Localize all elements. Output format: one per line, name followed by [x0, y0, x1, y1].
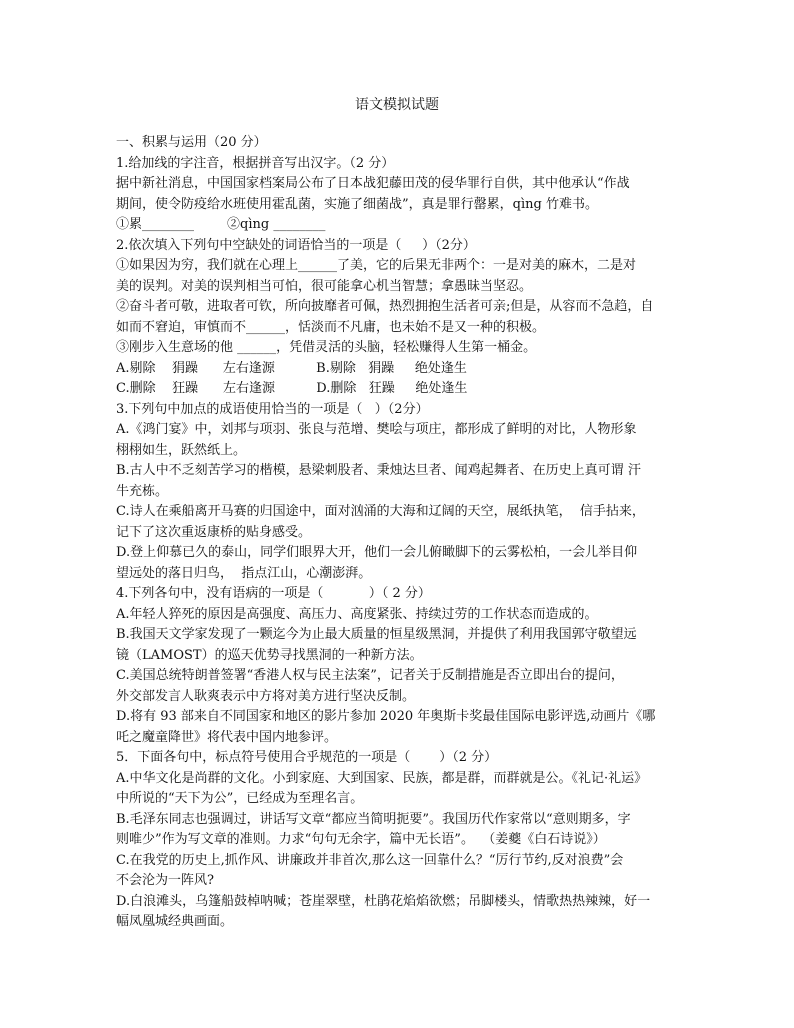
text-line: A.年轻人猝死的原因是高强度、高压力、高度紧张、持续过劳的工作状态而造成的。: [116, 606, 598, 622]
text-line: ③刚步入生意场的他 ______，凭借灵活的头脑，轻松赚得人生第一桶金。: [116, 340, 537, 355]
text-line: 2.依次填入下列句中空缺处的词语恰当的一项是（ ）（2分）: [116, 237, 476, 253]
text-line: C.美国总统特朗普签署“香港人权与民主法案”，记者关于反制措施是否立即出台的提问，: [116, 668, 624, 683]
text-line: 5．下面各句中，标点符号使用合乎规范的一项是（ ）（2 分）: [116, 750, 498, 765]
text-line: 4.下列各句中，没有语病的一项是（ ）（ 2 分）: [116, 586, 431, 601]
text-line: 外交部发言人耿爽表示中方将对美方进行坚决反制。: [116, 688, 416, 704]
text-line: C.删除 狂躁 左右逢源 D.删除 狂躁 绝处逢生: [116, 381, 468, 396]
exam-content: [116, 133, 682, 933]
text-line: ②奋斗者可敬，进取者可钦，所向披靡者可佩，热烈拥抱生活者可亲;但是，从容而不急趋，自: [116, 299, 654, 314]
text-line: 不会沦为一阵风?: [116, 873, 214, 888]
text-line: 一、积累与运用（20 分）: [116, 135, 267, 150]
text-line: 美的误判。对美的误判相当可怕，很可能拿心机当智慧；拿愚昧当坚忍。: [116, 278, 533, 294]
text-line: 期间，使令防疫给水班使用霍乱菌，实施了细菌战”，真是罪行罄累，qìng 竹难书。: [116, 196, 598, 212]
text-line: D.将有 93 部来自不同国家和地区的影片参加 2020 年奥斯卡奖最佳国际电影评选,动画片《哪: [116, 709, 656, 724]
text-line: 望远处的落日归鸟， 指点江山，心潮澎湃。: [116, 565, 372, 581]
text-line: 镜（LAMOST）的巡天优势寻找黑洞的一种新方法。: [116, 647, 423, 663]
text-line: 牛充栋。: [116, 483, 169, 499]
text-line: 记下了这次重返康桥的贴身感受。: [116, 524, 312, 540]
text-line: 据中新社消息，中国国家档案局公布了日本战犯藤田茂的侵华罪行自供，其中他承认“作战: [116, 176, 630, 191]
text-line: ①如果因为穷，我们就在心理上______了美，它的后果无非两个：一是对美的麻木，二是对: [116, 258, 637, 273]
text-line: D.登上仰慕已久的泰山，同学们眼界大开，他们一会儿俯瞰脚下的云雾松柏，一会儿举目仰: [116, 545, 638, 560]
text-line: A.剔除 狷躁 左右逢源 B.剔除 狷躁 绝处逢生: [116, 360, 467, 376]
text-line: B.古人中不乏刻苦学习的楷模，悬梁刺股者、秉烛达旦者、闻鸡起舞者、在历史上真可谓 汗: [116, 463, 641, 478]
page-title: 语文模拟试题: [355, 97, 439, 113]
text-line: 栩栩如生，跃然纸上。: [116, 442, 247, 458]
text-line: C.在我党的历史上,抓作风、讲廉政并非首次,那么这一回靠什么？“厉行节约,反对浪费”会: [116, 852, 624, 868]
text-line: C.诗人在乘船离开马赛的归国途中，面对汹涌的大海和辽阔的天空，展纸执笔， 信手拈来，: [116, 504, 645, 519]
text-line: B.我国天文学家发现了一颗迄今为止最大质量的恒星级黑洞，并提供了利用我国郭守敬望远: [116, 627, 637, 642]
text-line: D.白浪滩头，乌篷船鼓棹呐喊；苍崖翠壁，杜鹃花焰焰欲燃；吊脚楼头，情歌热热辣辣，好一: [116, 893, 651, 909]
text-line: A.《鸿门宴》中，刘邦与项羽、张良与范增、樊哙与项庄，都形成了鲜明的对比，人物形象: [116, 422, 637, 437]
text-line: B.毛泽东同志也强调过，讲话写文章“都应当简明扼要”。我国历代作家常以“意则期多，字: [116, 811, 631, 827]
text-line: 1.给加线的字注音，根据拼音写出汉字。（2 分）: [116, 155, 395, 171]
text-line: 中所说的“天下为公”，已经成为至理名言。: [116, 791, 364, 806]
text-line: 幅凤凰城经典画面。: [116, 914, 234, 929]
text-line: ①累________ ②qìng ________: [116, 217, 326, 232]
text-line: 如而不窘迫，审慎而不______，恬淡而不凡庸，也未始不是又一种的积极。: [116, 319, 546, 335]
text-line: 则唯少”作为写文章的准则。力求“句句无余字，篇中无长语”。 （姜夔《白石诗说》）: [116, 832, 606, 847]
text-line: A.中华文化是尚群的文化。小到家庭、大到国家、民族，都是群，而群就是公。《礼记·礼运》: [116, 770, 648, 786]
text-line: 吒之魔童降世》将代表中国内地参评。: [116, 729, 338, 745]
text-line: 3.下列句中加点的成语使用恰当的一项是（ ）（2分）: [116, 401, 429, 417]
